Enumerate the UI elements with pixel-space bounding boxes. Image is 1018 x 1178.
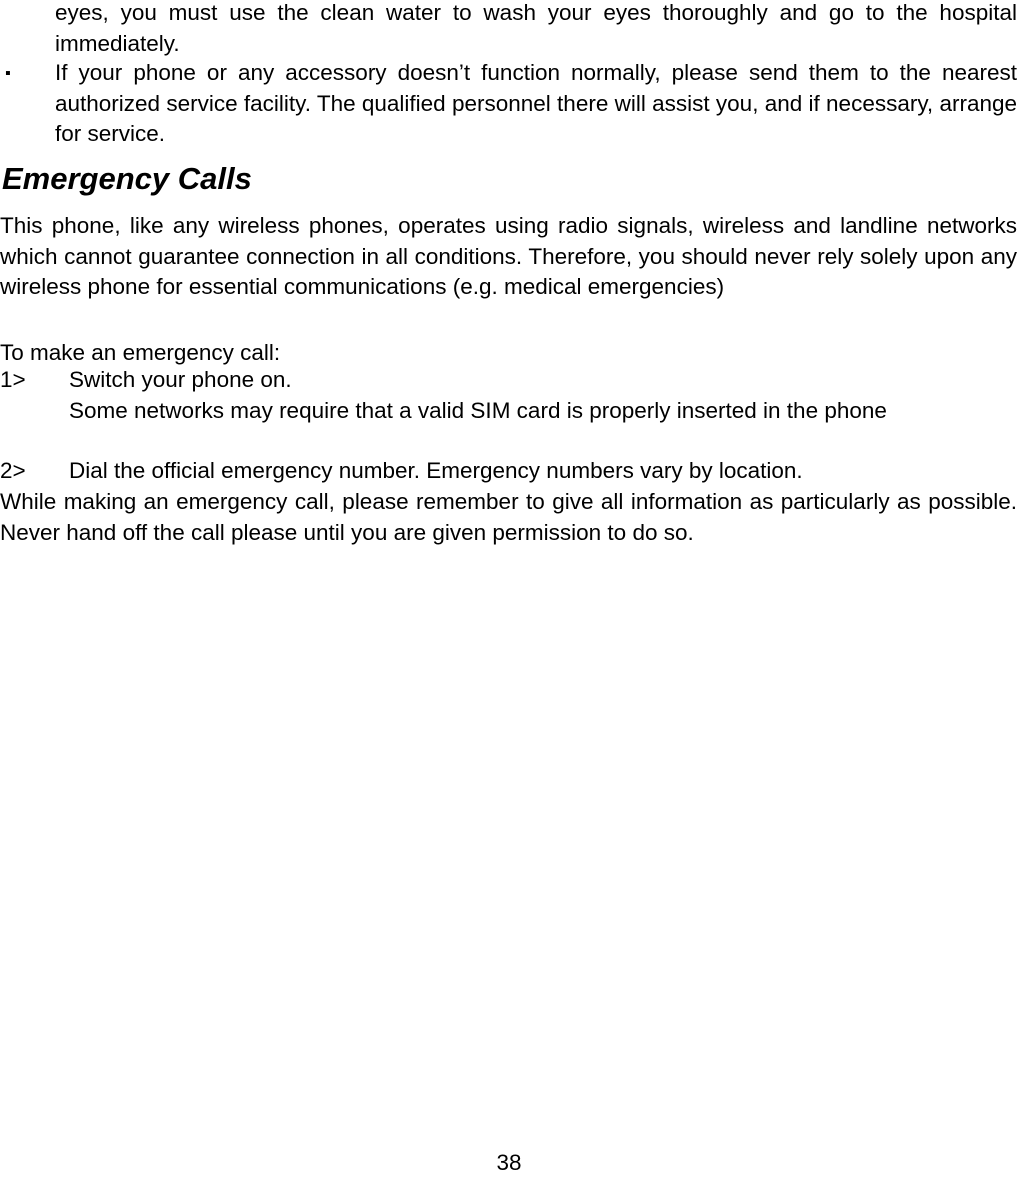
step-number: 1> <box>0 367 26 392</box>
step-number: 2> <box>0 458 26 483</box>
square-bullet-icon: ▪ <box>5 65 11 82</box>
instruction-lead: To make an emergency call: <box>0 340 281 365</box>
bullet-text: If your phone or any accessory doesn’t function normally, please send them to the nearest authorized service facility. The qualified personnel there will assist you, and if necessary, arrange for service. <box>55 60 1017 146</box>
step-note: Some networks may require that a valid SIM card is properly inserted in the phone <box>69 398 887 423</box>
closing-paragraph: While making an emergency call, please remember to give all information as particularly as possible. Never hand off the call please until you are given permission to do so. <box>0 489 1017 545</box>
continuation-paragraph: eyes, you must use the clean water to wash your eyes thoroughly and go to the hospital immediately. <box>55 0 1017 56</box>
step-text: Switch your phone on. <box>69 367 292 392</box>
page-number: 38 <box>496 1150 522 1175</box>
step-text: Dial the official emergency number. Emergency numbers vary by location. <box>69 458 803 483</box>
intro-paragraph: This phone, like any wireless phones, operates using radio signals, wireless and landline networks which cannot guarantee connection in all conditions. Therefore, you should never rely solely upon any wireless phone for essential communications (e.g. medical emergencies) <box>0 213 1017 299</box>
section-heading: Emergency Calls <box>2 161 252 196</box>
